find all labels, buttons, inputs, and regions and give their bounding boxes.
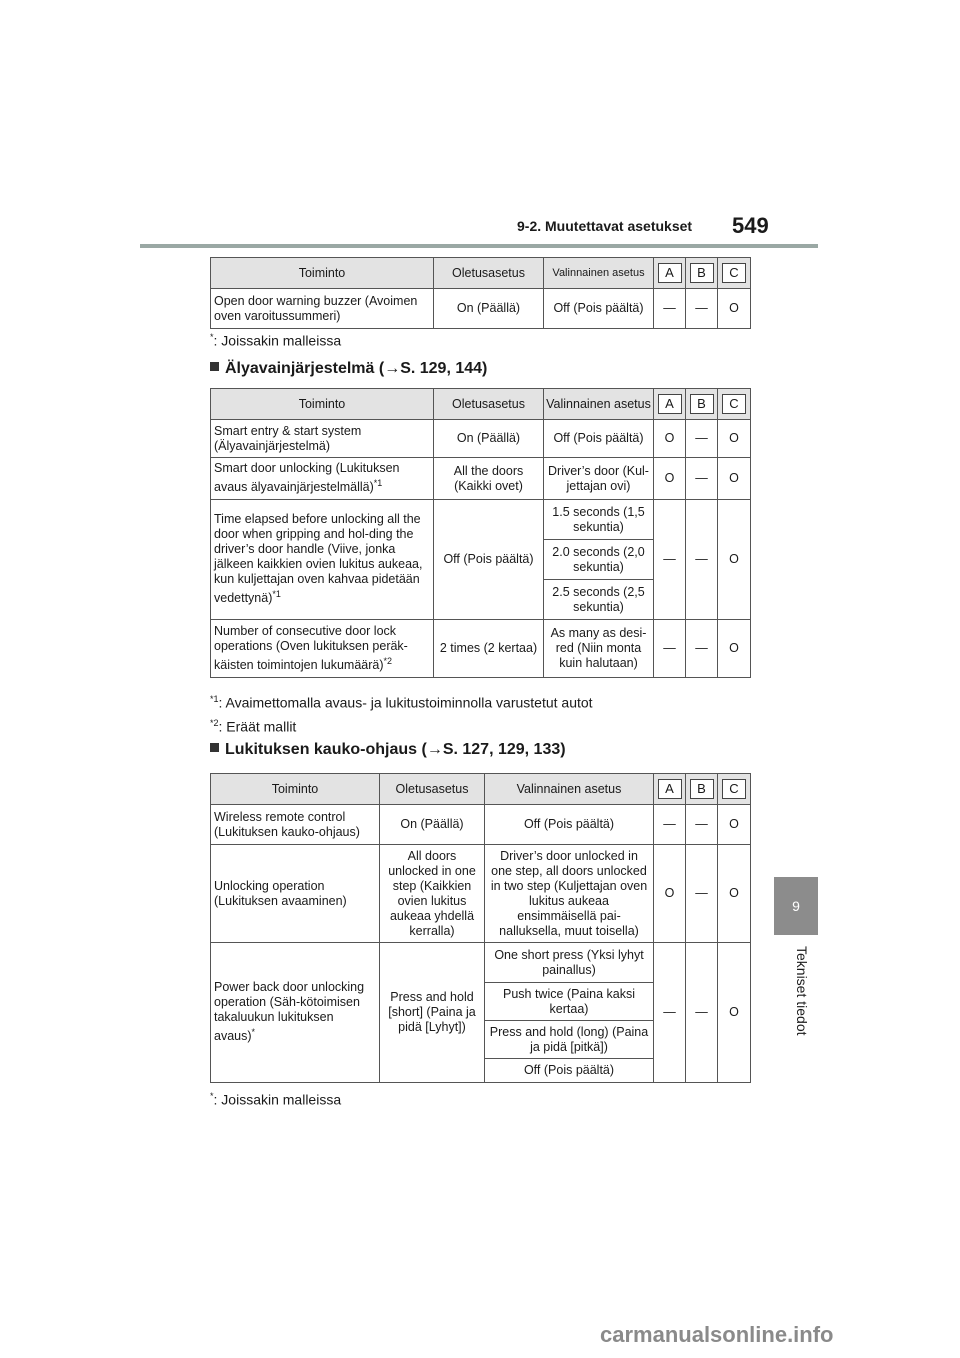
table-row: Number of consecutive door lock operations (Oven lukituksen peräk-käisten toimintojen lukumäärä)$^{*2}$ 2 times (2 kertaa) As many as desi-red (Niin monta kuin halutaan) — — O — [211, 620, 751, 678]
table-remote-lock — [210, 773, 751, 1083]
table-row: Push twice (Paina kaksi kertaa) — [211, 983, 751, 1021]
table-header-row — [211, 258, 751, 289]
table-smart-key — [210, 388, 751, 678]
table-header-row: Toiminto Oletusasetus Valinnainen asetus A B C — [211, 774, 751, 805]
table-row: Wireless remote control (Lukituksen kauko-ohjaus) On (Päällä) Off (Pois päältä) — — O — [211, 805, 751, 845]
col-function: Toiminto — [211, 389, 434, 420]
section-title: 9-2. Muutettavat asetukset — [517, 218, 693, 234]
col-optional: Valinnainen asetus — [544, 258, 654, 289]
chapter-label: Tekniset tiedot — [794, 946, 810, 1036]
footnote: *: Joissakin malleissa — [210, 1091, 342, 1108]
table-door-buzzer — [210, 257, 751, 329]
table-row: 2.0 seconds (2,0 sekuntia) — [211, 540, 751, 580]
footnote: $^{*1}$: Avaimettomalla avaus- ja lukitustoiminnolla varustetut autot — [210, 694, 593, 711]
col-function: Toiminto — [211, 774, 380, 805]
table-row: Power back door unlocking operation (Säh-kötoimisen takaluukun lukituksen avaus)* Press and hold [short] (Paina ja pidä [Lyhyt]) One short press (Yksi lyhyt painallus) — — O — [211, 943, 751, 983]
section-heading: Älyavainjärjestelmä (→S. 129, 144) — [210, 360, 487, 378]
table-row: Off (Pois päältä) — [211, 1059, 751, 1083]
table-row: Unlocking operation (Lukituksen avaaminen) All doors unlocked in one step (Kaikkien ovien lukitus aukeaa yhdellä kerralla) Driver’s door unlocked in one step, all doors unlocked in two step (Kuljettajan oven lukitus aukeaa ensimmäisellä pai-nalluksella, muut toisella) O — O — [211, 845, 751, 943]
col-b: B — [690, 263, 714, 283]
col-optional: Valinnainen asetus — [544, 389, 654, 420]
table-row: Time elapsed before unlocking all the door when gripping and hol-ding the driver’s door handle (Viive, jonka jälkeen kaikkien ovien lukitus aukeaa, kun kuljettajan oven kahvaa pidetään vedettynä)$^{*1}$ Off (Pois päältä) 1.5 seconds (1,5 sekuntia) — — O — [211, 500, 751, 540]
table-row: Smart door unlocking (Lukituksen avaus älyavainjärjestelmällä)$^{*1}$ All the doors (Kaikki ovet) Driver’s door (Kul-jettajan ovi) O — O — [211, 458, 751, 500]
chapter-number: 9 — [792, 898, 800, 914]
section-heading: Lukituksen kauko-ohjaus (→S. 127, 129, 133) — [210, 741, 566, 759]
watermark: carmanualsonline.info — [600, 1322, 834, 1347]
col-function: Toiminto — [211, 258, 434, 289]
table-row: Smart entry & start system (Älyavainjärjestelmä) On (Päällä) Off (Pois päältä) O — O — [211, 420, 751, 458]
col-c: C — [722, 263, 746, 283]
col-a: A — [658, 263, 682, 283]
col-default: Oletusasetus — [434, 258, 544, 289]
footnote: *: Joissakin malleissa — [210, 332, 342, 349]
col-optional: Valinnainen asetus — [485, 774, 654, 805]
header-divider — [140, 244, 818, 248]
col-default: Oletusasetus — [380, 774, 485, 805]
footnote: $^{*2}$: Eräät mallit — [210, 718, 297, 735]
table-row: 2.5 seconds (2,5 sekuntia) — [211, 580, 751, 620]
col-default: Oletusasetus — [434, 389, 544, 420]
table-row: Press and hold (long) (Paina ja pidä [pitkä]) — [211, 1021, 751, 1059]
table-header-row: Toiminto Oletusasetus Valinnainen asetus A B C — [211, 389, 751, 420]
page-number: 549 — [732, 213, 769, 238]
chapter-tab — [774, 877, 818, 935]
table-row: Open door warning buzzer (Avoimen oven varoitussummeri) On (Päällä) Off (Pois päältä) — — O — [211, 289, 751, 329]
